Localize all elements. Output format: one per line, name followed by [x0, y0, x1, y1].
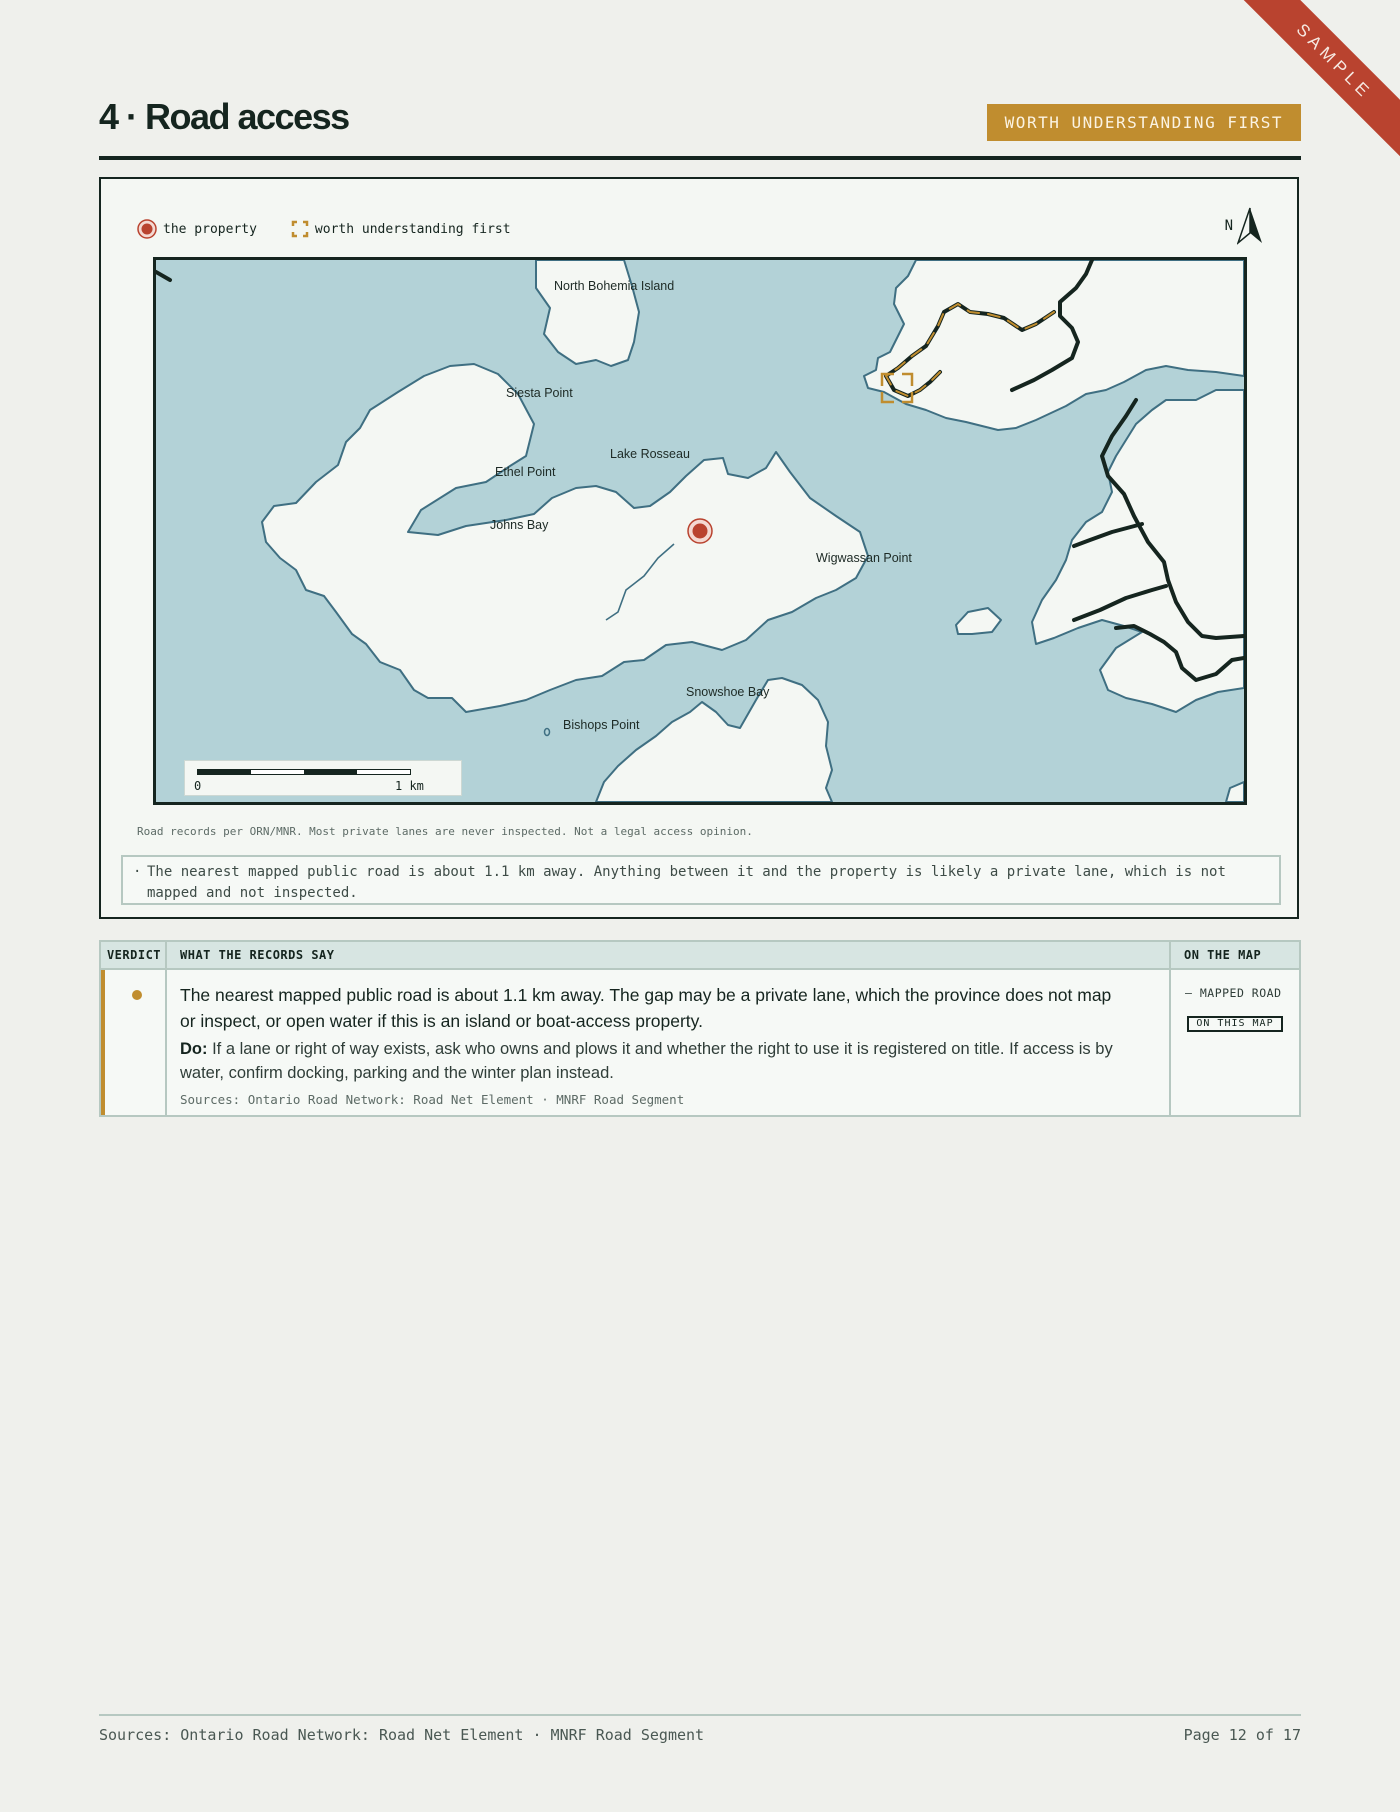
sample-ribbon: SAMPLE: [1240, 0, 1400, 160]
north-arrow-icon: [1237, 207, 1263, 245]
scale-end-label: 1 km: [395, 779, 424, 793]
scale-start-label: 0: [194, 779, 202, 793]
basemap: [156, 260, 1244, 802]
north-label: N: [1224, 218, 1233, 234]
page-number: Page 12 of 17: [1183, 1726, 1301, 1744]
place-label-ethel-point: Ethel Point: [495, 465, 556, 479]
scale-bar-graphic: [197, 769, 411, 775]
records-table: [99, 940, 1301, 1117]
records-advice: [180, 1037, 1120, 1085]
road-northwest-stub: [156, 272, 170, 280]
bullet-icon: ·: [133, 864, 142, 880]
map-panel: [99, 177, 1299, 919]
map-callout: [121, 855, 1281, 905]
records-summary: The nearest mapped public road is about 1.1 km away. The gap may be a private lane, which the province does not map or inspect, or open water if this is an island or boat-access property.: [180, 985, 1112, 1031]
verdict-dot-icon: [132, 990, 142, 1000]
place-label-north-bohemia-island: North Bohemia Island: [554, 279, 675, 293]
legend-item-property: [137, 219, 257, 239]
mapped-road-legend: — MAPPED ROAD: [1185, 986, 1282, 1000]
records-sources: Sources: Ontario Road Network: Road Net Element · MNRF Road Segment: [180, 1092, 685, 1107]
header-verdict: VERDICT: [101, 942, 167, 970]
page-footer: [99, 1714, 1301, 1744]
place-label-johns-bay: Johns Bay: [490, 518, 549, 532]
legend-item-flag: [291, 220, 511, 238]
place-label-lake-rosseau: Lake Rosseau: [610, 447, 690, 461]
land-main-peninsula: [262, 364, 868, 712]
scale-bar: [184, 760, 462, 796]
place-label-bishops-point: Bishops Point: [563, 718, 640, 732]
advice-label: Do:: [180, 1040, 208, 1058]
column-divider: [165, 942, 167, 1115]
land-se-island: [1226, 782, 1244, 802]
property-marker: [688, 519, 712, 543]
legend-property-label: the property: [163, 221, 257, 237]
legend-flag-label: worth understanding first: [314, 221, 511, 237]
column-divider: [1169, 942, 1171, 1115]
place-label-wigwassan-point: Wigwassan Point: [816, 551, 912, 565]
section-header: [99, 96, 1301, 160]
verdict-accent-bar: [101, 970, 105, 1115]
callout-text: The nearest mapped public road is about 1.1 km away. Anything between it and the property is likely a private lane, which is not mapped and not inspected.: [147, 864, 1226, 901]
footer-sources: Sources: Ontario Road Network: Road Net Element · MNRF Road Segment: [99, 1726, 705, 1744]
map-legend: [137, 219, 545, 239]
header-on-the-map: ON THE MAP: [1171, 942, 1299, 970]
map-canvas: [153, 257, 1247, 805]
land-east-shore: [1032, 390, 1244, 712]
north-indicator: [1225, 207, 1263, 245]
land-small-island: [956, 608, 1001, 634]
land-north-bohemia-island: [536, 260, 639, 366]
verdict-badge: WORTH UNDERSTANDING FIRST: [987, 104, 1301, 141]
place-label-siesta-point: Siesta Point: [506, 386, 573, 400]
header-records: WHAT THE RECORDS SAY: [167, 942, 1171, 970]
map-footnote: Road records per ORN/MNR. Most private lanes are never inspected. Not a legal access opinion.: [137, 825, 753, 838]
on-this-map-chip: ON THIS MAP: [1187, 1016, 1283, 1032]
place-label-snowshoe-bay: Snowshoe Bay: [686, 685, 770, 699]
corner-bracket-icon: [291, 220, 309, 238]
property-marker-icon: [137, 219, 157, 239]
advice-text: If a lane or right of way exists, ask who owns and plows it and whether the right to use it is registered on title. If access is by water, confirm docking, parking and the winter plan instead.: [180, 1040, 1113, 1082]
section-title: 4 · Road access: [99, 96, 349, 137]
